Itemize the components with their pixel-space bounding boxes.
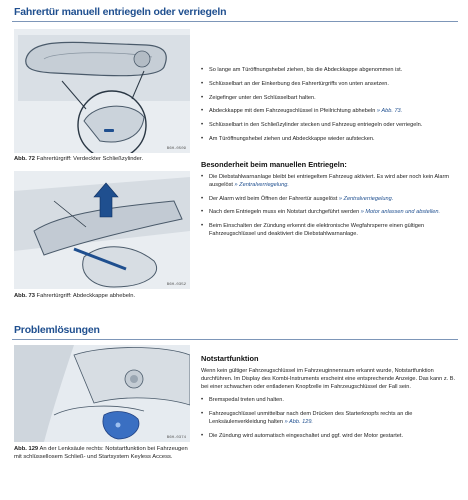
figure-72-caption: [14, 155, 194, 163]
subheading-notstart: Notstartfunktion: [201, 354, 259, 363]
link-zentralverriegelung[interactable]: » Zentralverriegelung.: [338, 195, 394, 202]
door-instructions: [201, 67, 458, 150]
notes-list: [201, 174, 458, 239]
list-item: • Am Türöffnungshebel ziehen und Abdeckkappe wieder aufstecken.: [201, 136, 458, 144]
figure-72-caption-text: Fahrertürgriff: Verdeckter Schließzylinder.: [34, 156, 144, 162]
figure-code: B6H-0374: [166, 436, 186, 440]
figure-129-steering-column: [14, 345, 190, 442]
notstart-steps-list: [201, 397, 458, 440]
figure-code: B6H-0509: [166, 147, 186, 151]
list-item: • Zeigefinger unter den Schlüsselbart halten.: [201, 95, 458, 103]
subheading-manual-unlock: Besonderheit beim manuellen Entriegeln:: [201, 160, 347, 169]
list-item: • Nach dem Entriegeln muss ein Notstart durchgeführt werden » Motor anlassen und abstellen.: [201, 209, 458, 217]
figure-129-caption-text: An der Lenksäule rechts: Notstartfunktion bei Fahrzeugen mit schlüssellosem Schließ- und Startsystem Keyless Access.: [14, 446, 188, 460]
link-motor-anlassen[interactable]: » Motor anlassen und abstellen.: [360, 209, 441, 216]
section-divider: [12, 339, 458, 340]
list-item: • Der Alarm wird beim Öffnen der Fahrertür ausgelöst » Zentralverriegelung.: [201, 196, 458, 204]
figure-73-cap-removal: [14, 171, 190, 289]
notstart-intro: Wenn kein gültiger Fahrzeugschlüssel im Fahrzeuginnenraum erkannt wurde, Notstartfunktion durchführen. Im Display des Kombi-Instruments erscheint eine entsprechende Anzeige. Das kann z. B. bei einer schwachen oder entladenen Knopfzelle im Fahrzeugschlüssel der Fall sein.: [201, 368, 456, 390]
section-header-door: [0, 4, 468, 26]
figure-73-label: Abb. 73: [14, 293, 35, 299]
link-zentralverriegelung[interactable]: » Zentralverriegelung.: [234, 181, 289, 188]
section-header-problems: [0, 322, 468, 344]
section-title-door: Fahrertür manuell entriegeln oder verriegeln: [14, 6, 227, 18]
list-item: • Bremspedal treten und halten.: [201, 397, 458, 405]
link-abb-73[interactable]: » Abb. 73.: [376, 108, 403, 115]
figure-code: B6H-0352: [166, 283, 186, 287]
section-divider: [12, 21, 458, 22]
figure-73-caption: [14, 292, 194, 300]
section-title-problems: Problemlösungen: [14, 324, 100, 336]
list-item: • Beim Einschalten der Zündung erkennt die elektronische Wegfahrsperre einen gültigen Fahrzeugschlüssel und deaktiviert die Diebstahlwarnanlage.: [201, 223, 458, 239]
figure-129-caption: [14, 445, 194, 461]
list-item: • Die Diebstahlwarnanlage bleibt bei entriegeltem Fahrzeug aktiviert. Es wird aber noch kein Alarm ausgelöst » Zentralverriegelung.: [201, 174, 458, 190]
list-item: • So lange am Türöffnungshebel ziehen, bis die Abdeckkappe abgenommen ist.: [201, 67, 458, 75]
door-steps-list: [201, 67, 458, 144]
list-item: • Die Zündung wird automatisch eingeschaltet und ggf. wird der Motor gestartet.: [201, 433, 458, 441]
list-item: • Schlüsselbart an der Einkerbung des Fahrertürgriffs von unten ansetzen.: [201, 81, 458, 89]
emergency-start-instructions: [201, 354, 458, 447]
link-abb-129[interactable]: » Abb. 129.: [284, 418, 313, 425]
list-item: • Schlüsselbart in den Schließzylinder stecken und Fahrzeug entriegeln oder verriegeln.: [201, 122, 458, 130]
figure-72-label: Abb. 72: [14, 156, 35, 162]
figure-73-caption-text: Fahrertürgriff: Abdeckkappe abhebeln.: [34, 293, 136, 299]
list-item: • Abdeckkappe mit dem Fahrzeugschlüssel in Pfeilrichtung abhebeln » Abb. 73.: [201, 108, 458, 116]
manual-unlock-notes: [201, 160, 458, 245]
figure-72-door-handle: [14, 29, 190, 153]
figure-129-label: Abb. 129: [14, 446, 39, 452]
list-item: • Fahrzeugschlüssel unmittelbar nach dem Drücken des Starterknopfs rechts an die Lenksäulenverkleidung halten » Abb. 129.: [201, 411, 458, 427]
